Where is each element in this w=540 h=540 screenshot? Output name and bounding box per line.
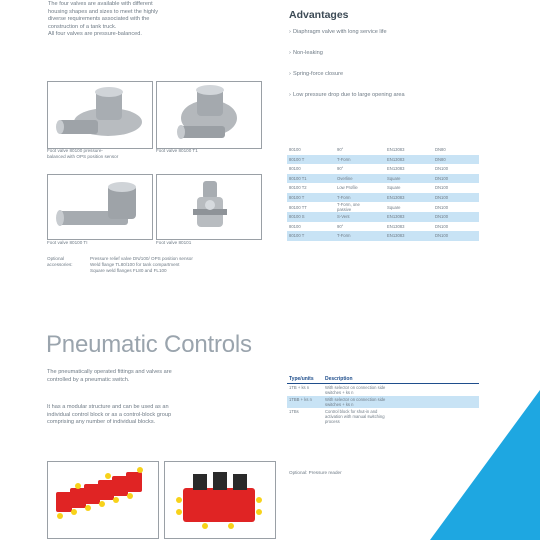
intro-line: construction of a tank truck. [48,23,117,30]
valve-photo-3 [47,174,153,240]
table-cell: 80100 T [287,231,335,241]
table-header-row [287,376,479,384]
table-cell: 80100 T2 [289,185,307,191]
table-row [287,202,479,212]
valve-image [157,82,261,148]
table-row [287,212,479,222]
table-cell: 80100 T [287,155,335,165]
table-cell: Square [387,204,401,210]
table-cell: 80100 T [287,193,335,203]
table-cell: DN80 [435,147,446,153]
table-row [287,193,479,203]
table-cell: 90° [337,223,344,229]
table-cell: 1TB + ks n [289,385,310,390]
table-cell: T-Form [335,231,385,241]
valve-spec-table [287,145,479,241]
photo-caption-3: Foot valve 80100 TI [47,240,88,245]
table-cell: 1TBB + ks n [287,396,323,408]
table-cell: EN13083 [385,193,433,203]
para-line: controlled by a pneumatic switch. [47,376,130,383]
table-cell: EN13083 [385,231,433,241]
table-cell: 80100 [289,166,301,172]
pneumatic-photo-2 [164,461,276,539]
advantage-item: › Diaphragm valve with long service life [289,29,387,35]
header-cell: Type/units [287,376,323,384]
advantage-text: Diaphragm valve with long service life [293,29,387,35]
valve-photo-1 [47,81,153,149]
intro-line: housing shapes and sizes to meet the highly [48,8,159,15]
table-row [287,164,479,174]
advantage-text: Non-leaking [293,50,323,56]
table-cell: EN13083 [387,223,405,229]
table-row [287,155,479,165]
table-cell: 1TBs [289,409,299,414]
header-cell: Description [323,376,479,384]
pneumatic-para-2 [47,404,277,427]
table-row [287,145,479,155]
table-row [287,174,479,184]
table-cell: Low Profile [337,185,358,191]
table-cell: S-Vent [335,212,385,222]
advantage-item: › Low pressure drop due to large opening area [289,92,405,98]
valve-photo-2 [156,81,262,149]
valve-image [157,175,261,239]
table-cell: Square [387,185,401,191]
table-cell: Control block for shut-in and activation with manual switching process [325,409,385,424]
table-row [287,231,479,241]
para-line: It has a modular structure and can be used as an [47,404,169,410]
pneumatic-photo-1 [47,461,159,539]
advantages-list [289,25,489,102]
table-cell: 80100 S [287,212,335,222]
optional-list [90,256,260,274]
table-cell: EN13083 [385,155,433,165]
table-cell: Square [385,174,433,184]
table-cell: DN100 [435,166,449,172]
accent-corner [430,390,540,540]
advantages-title: Advantages [289,9,349,21]
photo-caption-1: Foot valve 80100 pressure- balanced with OPS position sensor [47,148,119,159]
intro-line: All four valves are pressure-balanced. [48,31,142,38]
control-block-image [165,462,275,538]
table-cell: DN100 [433,174,479,184]
valve-image [48,82,152,148]
table-cell: With selector on connection side switches + ks n [323,396,479,408]
table-cell: 80100 T1 [287,174,335,184]
advantage-item: › Spring-force closure [289,71,344,77]
photo-caption-4: Foot valve 80101 [156,240,192,245]
table-cell: T-Form, one passive [337,202,360,212]
intro-line: diverse requirements associated with the [48,16,150,23]
table-cell: EN13083 [385,212,433,222]
optional-item: Pressure relief valve DN/100/ OPS position sensor [90,256,193,261]
table-cell: DN100 [433,193,479,203]
para-line: The pneumatically operated fittings and valves are [47,369,172,375]
table-cell: T-Form [335,193,385,203]
pneumatic-para-1 [47,369,277,384]
table-cell: 90° [337,147,344,153]
switch-footnote: Optional: Pressure reader [289,470,342,475]
table-cell: DN100 [433,231,479,241]
table-cell: DN80 [433,155,479,165]
table-cell: DN100 [435,223,449,229]
table-row [287,183,479,193]
control-block-image [48,462,158,538]
table-cell: 80100 [289,147,301,153]
table-cell: DN100 [435,204,449,210]
advantage-text: Spring-force closure [293,71,344,77]
advantage-item: › Non-leaking [289,50,323,56]
table-cell: EN13083 [387,147,405,153]
optional-item: Square weld flanges FL80 and FL100 [90,268,167,273]
photo-caption-2: Foot valve 80100 T1 [156,148,198,153]
table-cell: DN100 [435,185,449,191]
valve-image [48,175,152,239]
table-cell: 80100 TT [289,204,307,210]
optional-item: Weld flange TL80/100 for tank compartment [90,262,180,267]
intro-paragraph [48,1,248,39]
table-cell: Overline [335,174,385,184]
table-cell: EN13083 [387,166,405,172]
para-line: comprising any number of individual blocks. [47,419,156,426]
section-title: Pneumatic Controls [46,331,252,358]
para-line: individual control block or as a control-block group [47,411,172,418]
table-cell: DN100 [433,212,479,222]
advantage-text: Low pressure drop due to large opening area [293,92,405,98]
table-cell: 90° [337,166,344,172]
table-cell: 80100 [289,223,301,229]
table-cell: T-Form [335,155,385,165]
optional-label: Optional accessories: [47,256,73,267]
table-cell: With selector on connection side switches + ks n [325,385,386,395]
table-row [287,222,479,232]
valve-photo-4 [156,174,262,240]
intro-line: The four valves are available with different [48,1,153,7]
